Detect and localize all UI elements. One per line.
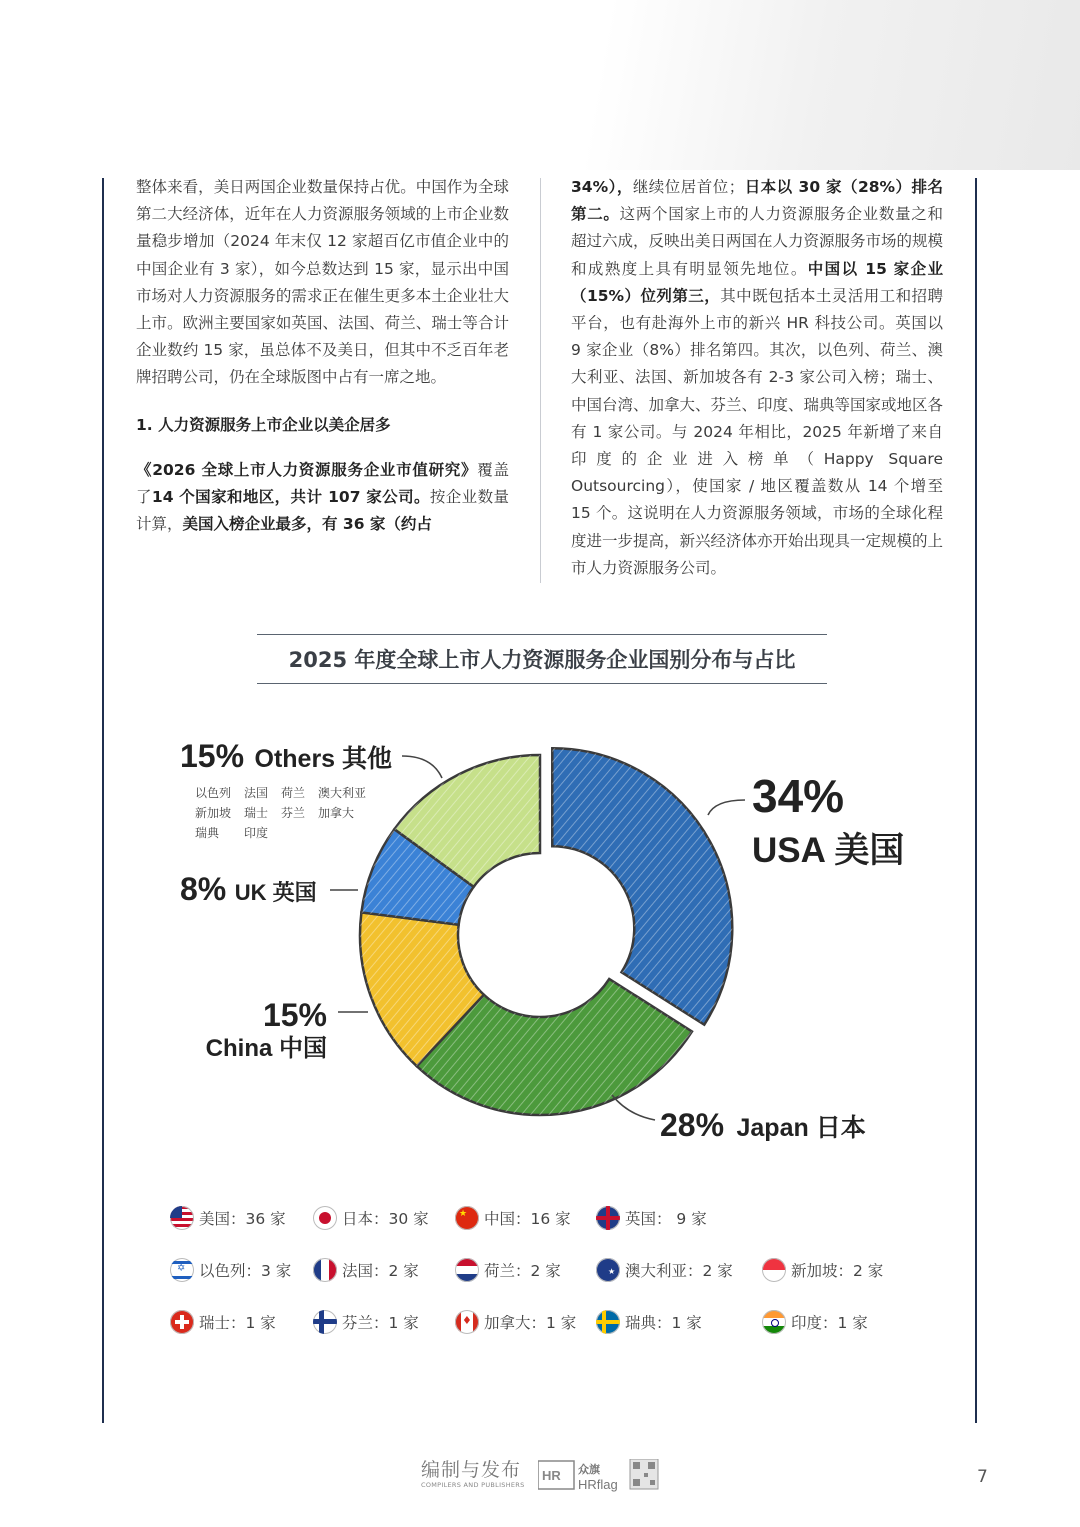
uk-name-label: UK 英国 xyxy=(234,880,317,905)
donut-chart xyxy=(0,690,1080,1190)
svg-text:HR: HR xyxy=(542,1468,561,1483)
others-member: 新加坡 xyxy=(195,806,232,820)
slice-usa-hatching xyxy=(552,748,732,1024)
others-member: 瑞典 xyxy=(195,826,220,840)
paragraph-study: 《2026 全球上市人力资源服务企业市值研究》覆盖了14 个国家和地区，共计 107 家公司。按企业数量计算，美国入榜企业最多，有 36 家（约占 xyxy=(136,460,509,534)
hrflag-logo xyxy=(538,1459,663,1493)
legend-item: 瑞士：1 家 xyxy=(170,1310,276,1334)
legend-item: 芬兰：1 家 xyxy=(313,1310,419,1334)
svg-text:众旗: 众旗 xyxy=(578,1463,600,1476)
jp-flag-icon xyxy=(313,1206,337,1230)
others-pct-label: 15% xyxy=(180,738,245,774)
others-member: 荷兰 xyxy=(281,786,306,800)
column-separator xyxy=(540,178,541,583)
others-name-label: Others 其他 xyxy=(254,745,393,773)
fr-flag-icon xyxy=(313,1258,337,1282)
svg-text:28% Japan 日本 xyxy=(660,1107,866,1143)
sg-flag-icon xyxy=(762,1258,786,1282)
left-column xyxy=(136,174,509,538)
cn-flag-icon: ★ xyxy=(455,1206,479,1230)
svg-text:15% Others 其他 xyxy=(180,738,392,774)
svg-text:8% UK 英国 xyxy=(180,871,317,907)
others-member: 法国 xyxy=(244,786,269,800)
others-member: 加拿大 xyxy=(318,806,355,820)
leader-others xyxy=(402,756,442,778)
publisher-label: 编制与发布 xyxy=(421,1459,522,1481)
legend-item: 新加坡：2 家 xyxy=(762,1258,883,1282)
chart-title: 2025 年度全球上市人力资源服务企业国别分布与占比 xyxy=(257,634,827,684)
nl-flag-icon xyxy=(455,1258,479,1282)
paragraph-ranking: 34%），继续位居首位；日本以 30 家（28%）排名第二。这两个国家上市的人力资源服务企业数量之和超过六成，反映出美日两国在人力资源服务市场的规模和成熟度上具有明显领先地位。中国以 15 家企业（15%）位列第三，其中既包括本土灵活用工和招聘平台，也有赴海外上市的新兴 HR 科技公司。英国以 9 家企业（8%）排名第四。其次，以色列、荷兰、澳大利亚、法国、新加坡各有 2-3 家公司入榜；瑞士、中国台湾、加拿大、芬兰、印度、瑞典等国家或地区各有 1 家公司。与 2024 年相比，2025 年新增了来自印度的企业进入榜单（Happy Square Outsourcing），使国家 / 地区覆盖数从 14 个增至 15 个。这说明在人力资源服务领域，市场的全球化程度进一步提高，新兴经济体亦开始出现具一定规模的上市人力资源服务公司。 xyxy=(571,178,944,577)
legend-item: 瑞典：1 家 xyxy=(596,1310,702,1334)
others-member: 以色列 xyxy=(195,786,232,800)
china-name-label: China 中国 xyxy=(205,1035,327,1062)
others-member: 芬兰 xyxy=(281,806,306,820)
legend-item: ★ 中国：16 家 xyxy=(455,1206,571,1230)
ch-flag-icon xyxy=(170,1310,194,1334)
right-column xyxy=(571,174,943,582)
page-footer xyxy=(0,1455,1080,1495)
paragraph-summary: 整体来看，美日两国企业数量保持占优。中国作为全球第二大经济体，近年在人力资源服务领域的上市企业数量稳步增加（2024 年末仅 12 家超百亿市值企业中的中国企业有 3 家），如今总数达到 15 家，显示出中国市场对人力资源服务的需求正在催生更多本土企业壮大上市。欧洲主要国家如英国、法国、荷兰、瑞士等合计企业数约 15 家，虽总体不及美日，但其中不乏百年老牌招聘公司，仍在全球版图中占有一席之地。 xyxy=(136,178,509,387)
uk-flag-icon xyxy=(596,1206,620,1230)
study-title: 《2026 全球上市人力资源服务企业市值研究》 xyxy=(136,460,478,479)
page-number: 7 xyxy=(977,1467,988,1487)
header-background xyxy=(0,0,1080,170)
legend-item: 美国：36 家 xyxy=(170,1206,286,1230)
legend-item: 印度：1 家 xyxy=(762,1310,868,1334)
japan-name-label: Japan 日本 xyxy=(736,1114,866,1142)
legend-item: 英国： 9 家 xyxy=(596,1206,707,1230)
uk-pct-label: 8% xyxy=(180,871,227,907)
legend-item: ✡ 以色列：3 家 xyxy=(170,1258,291,1282)
ca-flag-icon: ♦ xyxy=(455,1310,479,1334)
usa-name-label: USA 美国 xyxy=(752,831,905,870)
japan-pct-label: 28% xyxy=(660,1107,725,1143)
china-pct-label: 15% xyxy=(262,997,327,1033)
legend-item: ★ 澳大利亚：2 家 xyxy=(596,1258,733,1282)
leader-japan xyxy=(612,1095,655,1120)
legend-item: 荷兰：2 家 xyxy=(455,1258,561,1282)
others-member: 瑞士 xyxy=(244,806,269,820)
legend-item: 法国：2 家 xyxy=(313,1258,419,1282)
il-flag-icon: ✡ xyxy=(170,1258,194,1282)
others-member: 澳大利亚 xyxy=(318,786,367,800)
svg-text:HRflag: HRflag xyxy=(578,1477,618,1492)
se-flag-icon xyxy=(596,1310,620,1334)
others-member: 印度 xyxy=(244,826,269,840)
publisher-label-en: COMPILERS AND PUBLISHERS xyxy=(421,1481,525,1489)
leader-usa xyxy=(708,800,745,815)
usa-pct-label: 34% xyxy=(752,770,845,822)
legend-item: 日本：30 家 xyxy=(313,1206,429,1230)
fi-flag-icon xyxy=(313,1310,337,1334)
legend-item: ♦ 加拿大：1 家 xyxy=(455,1310,576,1334)
au-flag-icon: ★ xyxy=(596,1258,620,1282)
us-flag-icon xyxy=(170,1206,194,1230)
section-heading: 1. 人力资源服务上市企业以美企居多 xyxy=(136,415,391,434)
in-flag-icon xyxy=(762,1310,786,1334)
